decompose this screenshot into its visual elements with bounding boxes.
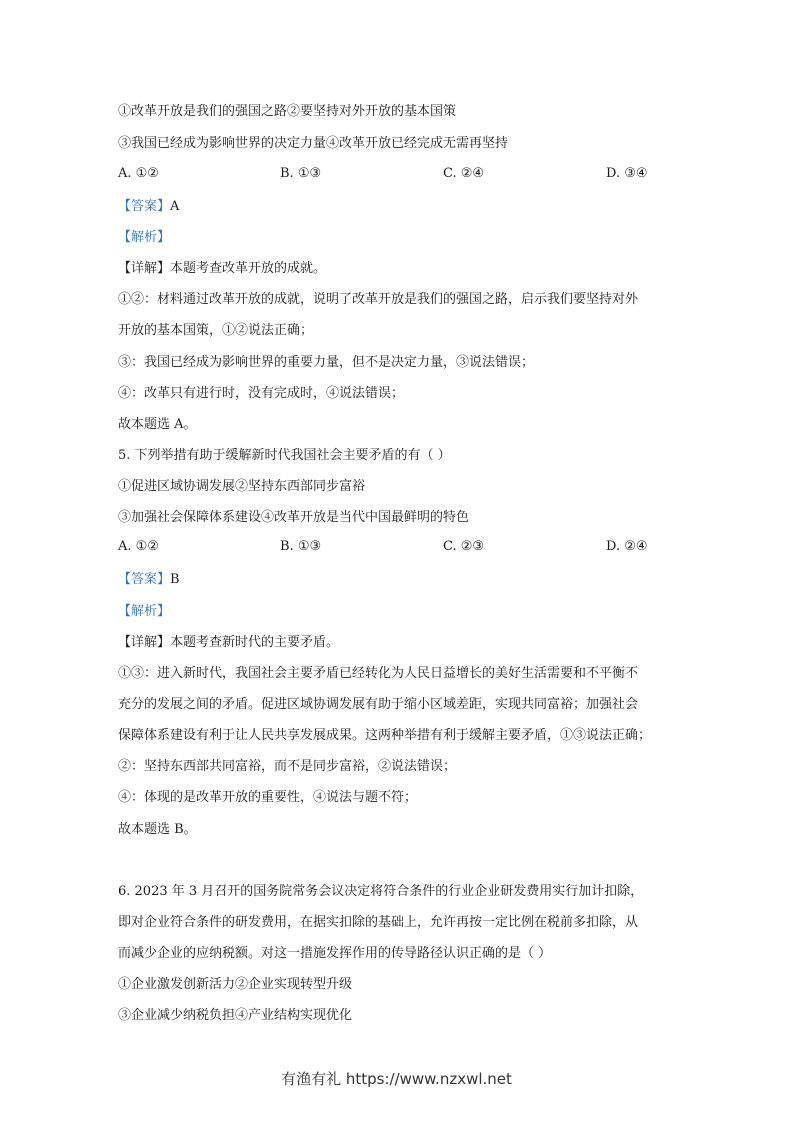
answer-tag: 【答案】	[118, 572, 171, 587]
q4-option-d: D. ③④	[606, 166, 648, 181]
q4-explain-line: ③：我国已经成为影响世界的重要力量，但不是决定力量，③说法错误；	[118, 355, 535, 370]
q6-stem-line: 6. 2023 年 3 月召开的国务院常务会议决定将符合条件的行业企业研发费用实行加计扣除，	[118, 884, 644, 899]
q5-explain-line: ④：体现的是改革开放的重要性，④说法与题不符；	[118, 790, 418, 805]
q4-explain-line: 开放的基本国策，①②说法正确；	[118, 323, 314, 338]
answer-tag: 【答案】	[118, 199, 171, 214]
q5-options	[118, 539, 678, 559]
q4-statement-2: ③我国已经成为影响世界的决定力量④改革开放已经完成无需再坚持	[118, 136, 509, 151]
q4-conclusion: 故本题选 A。	[118, 417, 197, 432]
detail-tag: 【详解】	[118, 261, 171, 276]
q6-statement-2: ③企业减少纳税负担④产业结构实现优化	[118, 1008, 353, 1023]
detail-text: 本题考查新时代的主要矛盾。	[170, 635, 340, 650]
q6-stem-line: 即对企业符合条件的研发费用，在据实扣除的基础上，允许再按一定比例在税前多扣除，从	[118, 915, 639, 930]
q5-analysis-tag	[118, 602, 675, 622]
q5-explain-line: 充分的发展之间的矛盾。促进区域协调发展有助于缩小区域差距，实现共同富裕；加强社会	[118, 697, 639, 712]
q5-statement-2: ③加强社会保障体系建设④改革开放是当代中国最鲜明的特色	[118, 510, 470, 525]
answer-value: B	[170, 572, 180, 587]
analysis-tag: 【解析】	[118, 230, 171, 245]
q5-option-a: A. ①②	[118, 539, 159, 554]
q4-statement-1: ①改革开放是我们的强国之路②要坚持对外开放的基本国策	[118, 104, 457, 119]
q5-stem: 5. 下列举措有助于缓解新时代我国社会主要矛盾的有（ ）	[118, 448, 451, 463]
q5-explain-line: ②：坚持东西部共同富裕，而不是同步富裕，②说法错误；	[118, 759, 457, 774]
q5-answer	[118, 570, 675, 590]
q4-detail	[118, 259, 675, 279]
q4-option-b: B. ①③	[280, 166, 322, 181]
q5-option-c: C. ②③	[443, 539, 485, 554]
q5-conclusion: 故本题选 B。	[118, 822, 197, 837]
q5-explain-line: ①③：进入新时代，我国社会主要矛盾已经转化为人民日益增长的美好生活需要和不平衡不	[118, 666, 639, 681]
q5-option-d: D. ②④	[606, 539, 648, 554]
q4-analysis-tag	[118, 228, 675, 248]
q4-explain-line: ④：改革只有进行时，没有完成时，④说法错误；	[118, 386, 405, 401]
q4-explain-line: ①②：材料通过改革开放的成就，说明了改革开放是我们的强国之路，启示我们要坚持对外	[118, 292, 639, 307]
q4-option-c: C. ②④	[443, 166, 485, 181]
q4-answer	[118, 197, 675, 217]
q5-explain-line: 保障体系建设有利于让人民共享发展成果。这两种举措有利于缓解主要矛盾，①③说法正确；	[118, 728, 652, 743]
q4-option-a: A. ①②	[118, 166, 159, 181]
q6-statement-1: ①企业激发创新活力②企业实现转型升级	[118, 977, 353, 992]
detail-text: 本题考查改革开放的成就。	[170, 261, 327, 276]
detail-tag: 【详解】	[118, 635, 171, 650]
q5-option-b: B. ①③	[280, 539, 322, 554]
q5-detail	[118, 633, 675, 653]
answer-value: A	[170, 199, 180, 214]
q6-stem-line: 而减少企业的应纳税额。对这一措施发挥作用的传导路径认识正确的是（ ）	[118, 946, 552, 961]
q5-statement-1: ①促进区域协调发展②坚持东西部同步富裕	[118, 479, 366, 494]
q4-options	[118, 166, 678, 186]
footer-watermark: 有渔有礼 https://www.nzxwl.net	[281, 1070, 512, 1088]
analysis-tag: 【解析】	[118, 604, 171, 619]
